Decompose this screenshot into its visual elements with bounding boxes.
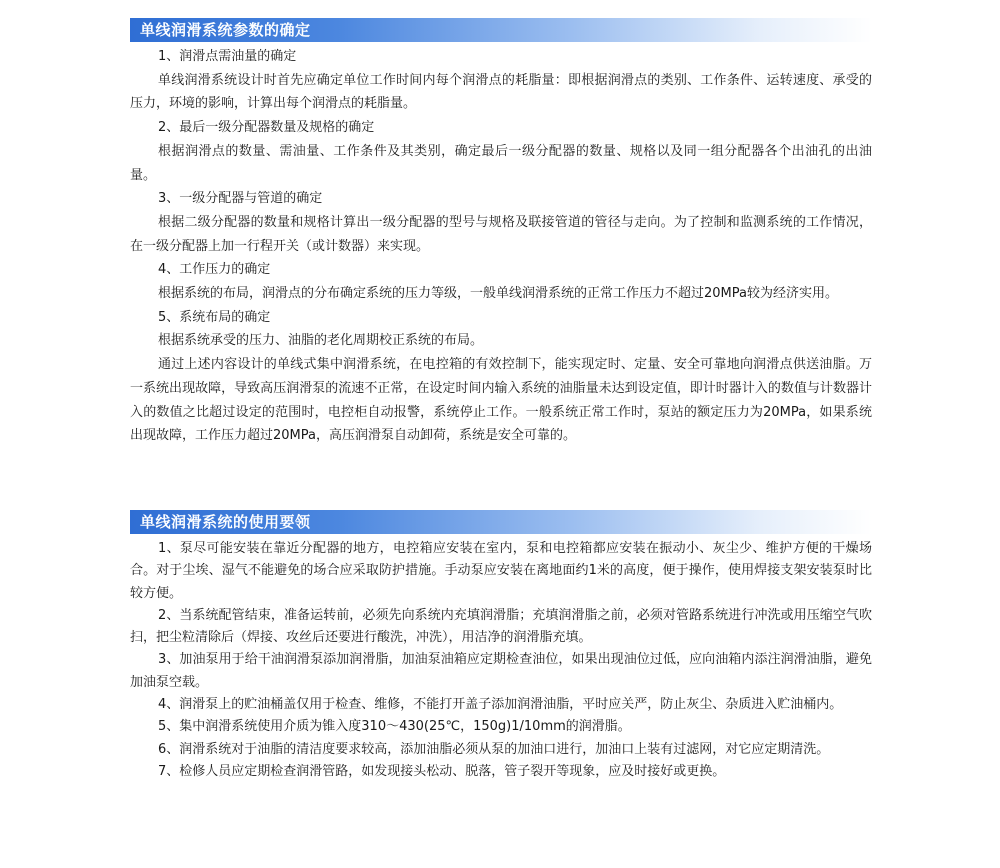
paragraph-summary: 通过上述内容设计的单线式集中润滑系统，在电控箱的有效控制下，能实现定时、定量、安全可靠地向润滑点供送油脂。万一系统出现故障，导致高压润滑泵的流速不正常，在设定时间内输入系统的油脂量未达到设定值，即计时器计入的数值与计数器计入的数值之比超过设定的范围时，电控柜自动报警，系统停止工作。一般系统正常工作时，泵站的额定压力为20MPa，如果系统出现故障，工作压力超过20MPa，高压润滑泵自动卸荷，系统是安全可靠的。: [130, 357, 872, 444]
paragraph-oil-demand: 单线润滑系统设计时首先应确定单位工作时间内每个润滑点的耗脂量：即根据润滑点的类别、工作条件、运转速度、承受的压力，环境的影响，计算出每个润滑点的耗脂量。: [130, 72, 872, 112]
subheading-first-distributor: 3、一级分配器与管道的确定: [158, 191, 323, 207]
usage-item-3: 3、加油泵用于给干油润滑泵添加润滑脂，加油泵油箱应定期检查油位，如果出现油位过低，应向油箱内添注润滑油脂，避免加油泵空载。: [130, 652, 872, 690]
paragraph-working-pressure: 根据系统的布局，润滑点的分布确定系统的压力等级，一般单线润滑系统的正常工作压力不超过20MPa较为经济实用。: [158, 286, 838, 302]
section-usage-essentials: [130, 510, 872, 783]
usage-item-6: 6、润滑系统对于油脂的清洁度要求较高，添加油脂必须从泵的加油口进行，加油口上装有过滤网，对它应定期清洗。: [158, 741, 830, 757]
subheading-working-pressure: 4、工作压力的确定: [158, 262, 271, 278]
paragraph-system-layout: 根据系统承受的压力、油脂的老化周期校正系统的布局。: [158, 333, 484, 349]
section-title: 单线润滑系统的使用要领: [140, 513, 311, 531]
usage-item-5: 5、集中润滑系统使用介质为锥入度310～430(25℃，150g)1/10mm的润滑脂。: [158, 719, 631, 735]
subheading-last-distributor: 2、最后一级分配器数量及规格的确定: [158, 120, 375, 136]
section-title: 单线润滑系统参数的确定: [140, 21, 311, 39]
paragraph-last-distributor: 根据润滑点的数量、需油量、工作条件及其类别，确定最后一级分配器的数量、规格以及同一组分配器各个出油孔的出油量。: [130, 143, 872, 183]
usage-item-1: 1、泵尽可能安装在靠近分配器的地方，电控箱应安装在室内，泵和电控箱都应安装在振动小、灰尘少、维护方便的干燥场合。对于尘埃、湿气不能避免的场合应采取防护措施。手动泵应安装在离地面约1米的高度，便于操作，使用焊接支架安装泵时比较方便。: [130, 541, 872, 601]
usage-item-7: 7、检修人员应定期检查润滑管路，如发现接头松动、脱落，管子裂开等现象，应及时接好或更换。: [158, 763, 726, 779]
section-header-bar: [130, 510, 872, 534]
usage-item-4: 4、润滑泵上的贮油桶盖仅用于检查、维修，不能打开盖子添加润滑油脂，平时应关严，防止灰尘、杂质进入贮油桶内。: [158, 697, 843, 713]
section-parameter-determination: [130, 18, 872, 448]
subheading-oil-demand: 1、润滑点需油量的确定: [158, 49, 297, 64]
paragraph-first-distributor: 根据二级分配器的数量和规格计算出一级分配器的型号与规格及联接管道的管径与走向。为了控制和监测系统的工作情况，在一级分配器上加一行程开关（或计数器）来实现。: [130, 214, 872, 254]
subheading-system-layout: 5、系统布局的确定: [158, 309, 271, 325]
usage-item-2: 2、当系统配管结束，准备运转前，必须先向系统内充填润滑脂；充填润滑脂之前，必须对管路系统进行冲洗或用压缩空气吹扫，把尘粒清除后（焊接、攻丝后还要进行酸洗，冲洗），用洁净的润滑脂充填。: [130, 607, 872, 646]
section-header-bar: [130, 18, 872, 42]
